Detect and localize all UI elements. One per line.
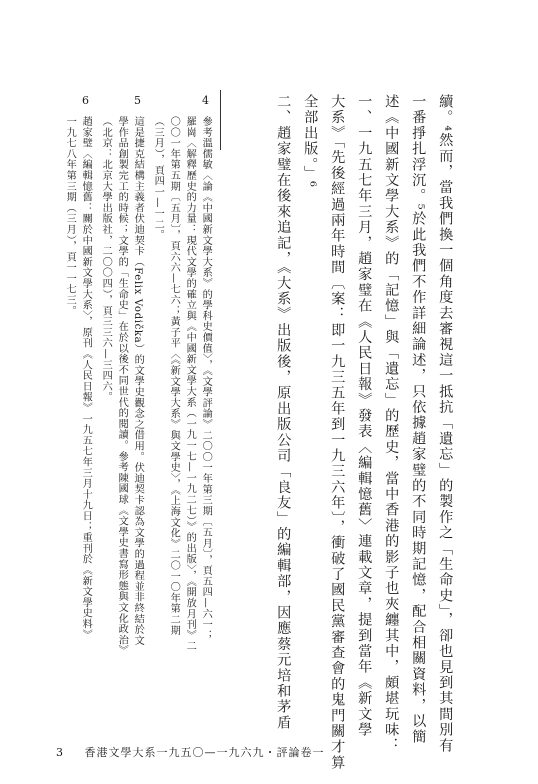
footnote-6-line-1: 趙家璧〈編輯憶舊：關於中國新文學大系〉，原刊《人民日報》一九五七年三月十九日；重刊於《新文學史料》 [80, 116, 92, 641]
body-column-6: 全部出版。」⁶ [302, 94, 319, 189]
body-column-1: 續。⁴然而，當我們換一個角度去審視這一抵抗「遺忘」的製作之「生命史」，卻也見到其間別有 [437, 94, 454, 754]
running-title: 香港文學大系一九五〇—一九六九・評論卷一 [84, 746, 325, 759]
footnote-4-line-4: （三月），頁四一—一二。 [152, 116, 164, 241]
footnote-5-line-2: 學作品創製完工的時候；文學的「生命史」在於以後不同世代的閱讀。參考陳國球《文學史書寫形態與文化政治》 [116, 116, 128, 656]
footnote-5-line-3: （北京：北京大學出版社，二〇〇四），頁三三六—三四六。 [100, 116, 112, 403]
body-column-4: 一、一九五七年三月，趙家璧在《人民日報》發表〈編輯憶舊〉連載文章，提到當年《新文學 [356, 94, 373, 738]
body-column-7: 二、趙家璧在後來追記，《大系》出版後，原出版公司「良友」的編輯部，因應蔡元培和茅盾 [275, 94, 292, 731]
page-footer [56, 744, 325, 760]
footnote-number-6: 6 [82, 94, 89, 107]
footnote-number-5: 5 [134, 94, 141, 107]
footnote-separator [220, 90, 221, 150]
body-column-3: 述《中國新文學大系》的「記憶」與「遺忘」的歷史，當中香港的影子也夾纏其中，頗堪玩味： [383, 94, 400, 754]
footnote-4-line-2: 羅崗〈解釋歷史的力量：現代文學的確立與《中國新文學大系（一九一七—一九二七）》的出版〉，《開放月刊》二 [184, 116, 196, 652]
footnote-6-line-2: 一九七八年第三期（三月），頁一一七三。 [64, 116, 76, 317]
footnote-4-line-3: 〇〇一年第五期〔五月〕，頁六六—七六；黃子平〈《新文學大系》與文學史〉，《上海文化》二〇一〇年第二期 [168, 116, 180, 636]
footnote-5-line-1: 這是捷克結構主義者伏迪契卡（Felix Vodička）的文學史觀念之借用。伏迪契卡認為文學的過程並非終結於文 [132, 116, 144, 646]
body-column-2: 一番掙扎浮沉。⁵於此我們不作詳細論述，只依據趙家璧的不同時期記憶，配合相關資料，以簡 [410, 94, 427, 745]
page-number: 3 [56, 746, 64, 759]
body-column-5: 大系》「先後經過兩年時間〔案：即一九三五年到一九三六年〕，衝破了國民黨審查會的鬼門關才算 [329, 94, 346, 771]
footnote-number-4: 4 [202, 94, 209, 107]
footnote-4-line-1: 參考溫儒敏〈論《中國新文學大系》的學科史價值〉，《文學評論》二〇〇一年第三期〔五月〕，頁五四—六一； [200, 116, 212, 641]
